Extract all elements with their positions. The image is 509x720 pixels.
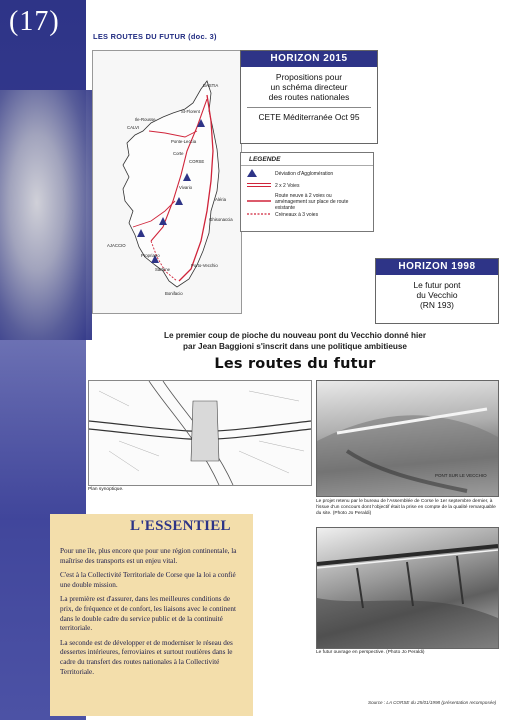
photo-1-label: PONT SUR LE VECCHIO <box>435 473 487 478</box>
corsica-map-svg <box>93 51 241 313</box>
caption-photo-2: Le futur ouvrage en perspective. (Photo Jo Peraldi) <box>316 650 425 655</box>
horizon-2015-source: CETE Méditerranée Oct 95 <box>258 112 360 122</box>
map-label-st-florent: St-Florent <box>181 109 200 114</box>
source-credit: Source : LA CORSE du 25/01/1998 (présentation recomposée) <box>368 700 497 705</box>
article-subtitle <box>100 330 490 352</box>
map-label-corte: Corte <box>173 151 184 156</box>
legend-item-3-lanes: Créneaux à 3 voies <box>247 211 365 219</box>
map-label-ajaccio: AJACCIO <box>107 243 126 248</box>
horizon-1998-text <box>376 280 498 310</box>
photo-1-image <box>317 381 498 496</box>
map-label-propriano: Propriano <box>141 253 160 258</box>
bridge-project-photo <box>316 380 499 497</box>
map-label-corse: CORSE <box>189 159 205 164</box>
essentiel-paragraph: C'est à la Collectivité Territoriale de Corse que la loi a confié une double mission. <box>60 571 236 589</box>
photo-2-image <box>317 528 498 648</box>
horizon-1998-line: du Vecchio <box>416 290 458 300</box>
map-label-sartene: Sartène <box>155 267 171 272</box>
essentiel-paragraph: La seconde est de développer et de moderniser le réseau des dessertes intérieures, ferroviaires et surtout routières dans le cadre du transfert des routes nationales à la Collectivité Territoriale. <box>60 638 233 676</box>
portrait-shadow <box>0 340 86 520</box>
island-outline <box>123 81 219 287</box>
caption-photo-1: Le projet retenu par le bureau de l'Assemblée de Corse le 1er septembre dernier, à l'issue d'un concours dont l'objectif était la prise en compte de la qualité remarquable du site. (Photo Jo Peraldi) <box>316 499 496 516</box>
essentiel-paragraph: La première est d'assurer, dans les meilleures conditions de prix, de fréquence et de confort, les liaisons avec le continent dans le double cadre du service public et de la continuité territoriale. <box>60 595 237 633</box>
essentiel-paragraph: Pour une île, plus encore que pour une région continentale, la maîtrise des transports est un enjeu vital. <box>60 547 237 565</box>
synoptic-plan <box>88 380 312 486</box>
horizon-2015-box <box>240 50 378 144</box>
synoptic-plan-drawing <box>89 381 311 485</box>
subtitle-line: Le premier coup de pioche du nouveau pont du Vecchio donné hier <box>163 331 427 340</box>
legend-item-deviation: Déviation d'Agglomération <box>247 169 365 179</box>
caption-synoptic: Plan synoptique. <box>88 487 124 492</box>
map-legend <box>240 152 374 232</box>
portrait-photo <box>0 90 92 340</box>
horizon-2015-text <box>241 72 377 102</box>
map-label-ghisonaccia: Ghisonaccia <box>209 217 233 222</box>
horizon-1998-box <box>375 258 499 324</box>
article-title: Les routes du futur <box>214 356 376 372</box>
map-label-porto-vecchio: Porto-Vecchio <box>191 263 218 268</box>
divider <box>247 107 371 108</box>
double-line-icon <box>247 182 275 190</box>
map-label-bastia: BASTIA <box>203 83 219 88</box>
map-label-aleria: Aléria <box>215 197 226 202</box>
horizon-2015-line: Propositions pour <box>275 72 343 82</box>
map-label-ile-rousse: Ile-Rousse <box>135 117 156 122</box>
map-label-vivario: Vivario <box>179 185 193 190</box>
horizon-2015-line: des routes nationales <box>268 92 350 102</box>
page-number: (17) <box>9 6 60 37</box>
horizon-1998-line: (RN 193) <box>420 300 454 310</box>
map-label-calvi: CALVI <box>127 125 140 130</box>
legend-item-new-road: Route neuve à 2 voies ou aménagement sur place de route existante <box>247 193 365 211</box>
dashed-line-icon <box>247 211 275 219</box>
horizon-1998-line: Le futur pont <box>413 280 461 290</box>
triangle-icon <box>247 169 275 179</box>
header-title: LES ROUTES DU FUTUR (doc. 3) <box>93 32 217 41</box>
single-line-icon <box>247 198 275 206</box>
map-label-bonifacio: Bonifacio <box>165 291 183 296</box>
horizon-2015-title: HORIZON 2015 <box>241 51 377 67</box>
horizon-2015-line: un schéma directeur <box>270 82 348 92</box>
corsica-road-map <box>92 50 242 314</box>
essentiel-body <box>60 547 240 682</box>
horizon-1998-title: HORIZON 1998 <box>376 259 498 275</box>
legend-title: LEGENDE <box>241 153 373 166</box>
map-label-ponte-leccia: Ponte-Leccia <box>171 139 197 144</box>
bridge-perspective-photo <box>316 527 499 649</box>
legend-item-2x2: 2 x 2 Voies <box>247 182 365 190</box>
essentiel-title: L'ESSENTIEL <box>130 518 231 534</box>
subtitle-line: par Jean Baggioni s'inscrit dans une politique ambitieuse <box>183 342 407 351</box>
